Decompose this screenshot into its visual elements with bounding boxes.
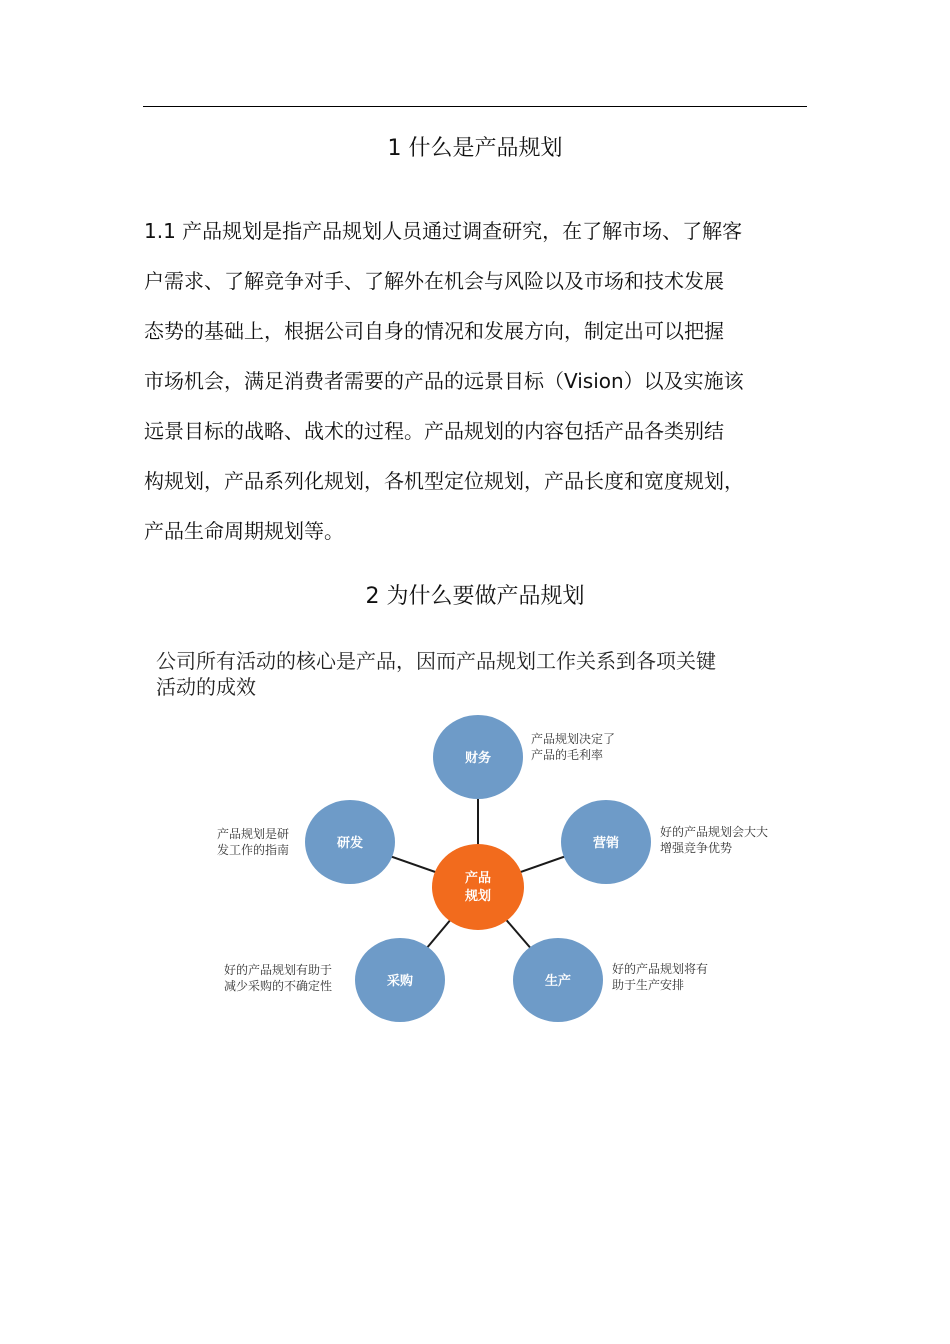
node-production-label: 生产 [544,974,572,989]
paragraph-line: 构规划，产品系列化规划，各机型定位规划，产品长度和宽度规划， [144,469,744,493]
center-node-label-line-2: 规划 [464,889,492,904]
section-1-heading: 1 什么是产品规划 [387,136,563,161]
paragraph-line: 远景目标的战略、战术的过程。产品规划的内容包括产品各类别结 [144,419,724,443]
note-line: 好的产品规划有助于 [224,963,333,977]
note-rnd [217,826,289,858]
paragraph-line: 态势的基础上，根据公司自身的情况和发展方向，制定出可以把握 [144,319,724,343]
note-line: 产品规划是研 [217,827,290,841]
section-2-heading: 2 为什么要做产品规划 [365,584,585,609]
caption-line: 活动的成效 [156,675,256,699]
note-line: 增强竞争优势 [660,841,733,855]
note-line: 产品规划决定了 [531,732,616,746]
note-line: 好的产品规划会大大 [660,825,769,839]
paragraph-line: 户需求、了解竞争对手、了解外在机会与风险以及市场和技术发展 [144,269,724,293]
note-line: 减少采购的不确定性 [224,979,333,993]
note-line: 助于生产安排 [612,978,685,992]
section-1-paragraph [144,206,812,556]
top-rule [143,106,807,107]
paragraph-line: 1.1 产品规划是指产品规划人员通过调查研究，在了解市场、了解客 [144,219,743,243]
note-line: 好的产品规划将有 [612,962,709,976]
center-node-circle [432,844,524,930]
paragraph-line: 产品生命周期规划等。 [144,519,344,543]
note-line: 产品的毛利率 [531,748,604,762]
note-marketing [660,824,768,856]
note-finance [531,731,615,763]
node-procurement-label: 采购 [386,974,414,989]
note-production [612,961,708,993]
node-finance-label: 财务 [464,751,492,766]
paragraph-line: 市场机会，满足消费者需要的产品的远景目标（Vision）以及实施该 [144,369,744,393]
note-procurement [224,962,332,994]
node-marketing-label: 营销 [592,836,620,851]
note-line: 发工作的指南 [217,843,290,857]
product-planning-diagram [140,640,820,1040]
node-rnd-label: 研发 [336,836,364,851]
caption-line: 公司所有活动的核心是产品，因而产品规划工作关系到各项关键 [156,649,716,673]
center-node-label-line-1: 产品 [464,871,492,886]
